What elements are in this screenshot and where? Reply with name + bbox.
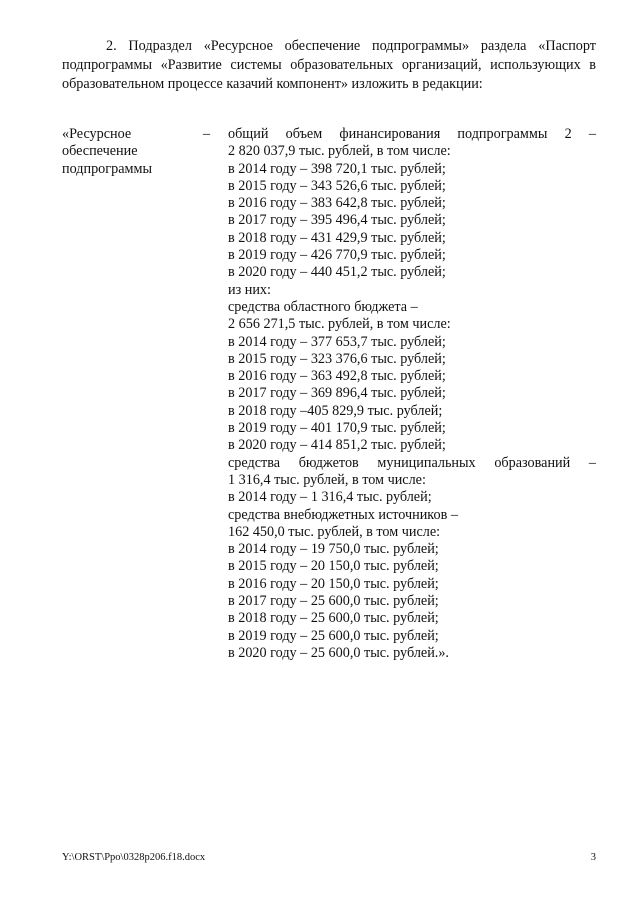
funding-line: в 2017 году – 369 896,4 тыс. рублей; [228,385,446,402]
funding-line: в 2014 году – 1 316,4 тыс. рублей; [228,489,432,506]
funding-line: средства областного бюджета – [228,298,418,315]
funding-line: в 2018 году –405 829,9 тыс. рублей; [228,402,443,419]
funding-line: из них: [228,281,271,298]
funding-line: в 2015 году – 323 376,6 тыс. рублей; [228,350,446,367]
funding-line: в 2014 году – 398 720,1 тыс. рублей; [228,160,446,177]
funding-line: 2 656 271,5 тыс. рублей, в том числе: [228,316,451,333]
funding-line: в 2020 году – 25 600,0 тыс. рублей.». [228,644,449,661]
funding-line: в 2016 году – 363 492,8 тыс. рублей; [228,368,446,385]
funding-line: в 2015 году – 343 526,6 тыс. рублей; [228,177,446,194]
funding-line: в 2018 году – 25 600,0 тыс. рублей; [228,610,439,627]
funding-line: в 2020 году – 414 851,2 тыс. рублей; [228,437,446,454]
funding-line: в 2018 году – 431 429,9 тыс. рублей; [228,229,446,246]
funding-line: в 2019 году – 401 170,9 тыс. рублей; [228,420,446,437]
funding-line: в 2019 году – 25 600,0 тыс. рублей; [228,627,439,644]
funding-line: в 2016 году – 20 150,0 тыс. рублей; [228,575,439,592]
resource-label [62,126,202,178]
funding-line: в 2014 году – 377 653,7 тыс. рублей; [228,333,446,350]
page-number: 3 [590,852,596,863]
funding-line: средства внебюджетных источников – [228,506,458,523]
resource-label-line: подпрограммы [62,160,152,177]
funding-line: 162 450,0 тыс. рублей, в том числе: [228,523,441,540]
funding-line: в 2014 году – 19 750,0 тыс. рублей; [228,541,439,558]
funding-line: средства бюджетов муниципальных образований – [228,454,596,471]
resource-label-line: «Ресурсное [62,126,132,142]
funding-line: в 2017 году – 395 496,4 тыс. рублей; [228,212,446,229]
resource-label-line: обеспечение [62,143,138,160]
funding-line: в 2020 году – 440 451,2 тыс. рублей; [228,264,446,281]
label-dash: – [203,126,211,142]
funding-line: 1 316,4 тыс. рублей, в том числе: [228,471,426,488]
funding-line: общий объем финансирования подпрограммы 2 – [228,126,596,142]
funding-line: в 2016 году – 383 642,8 тыс. рублей; [228,195,446,212]
footer-file-path: Y:\ORST\Ppo\0328p206.f18.docx [62,852,206,863]
intro-paragraph: 2. Подраздел «Ресурсное обеспечение подпрограммы» раздела «Паспорт подпрограммы «Развитие системы образовательных организаций, использующих в образовательном процессе казачий компонент» изложить в редакции: [62,38,596,92]
funding-line: в 2017 году – 25 600,0 тыс. рублей; [228,593,439,610]
funding-line: в 2015 году – 20 150,0 тыс. рублей; [228,558,439,575]
funding-details [228,126,596,662]
funding-line: 2 820 037,9 тыс. рублей, в том числе: [228,143,451,160]
funding-line: в 2019 году – 426 770,9 тыс. рублей; [228,247,446,264]
